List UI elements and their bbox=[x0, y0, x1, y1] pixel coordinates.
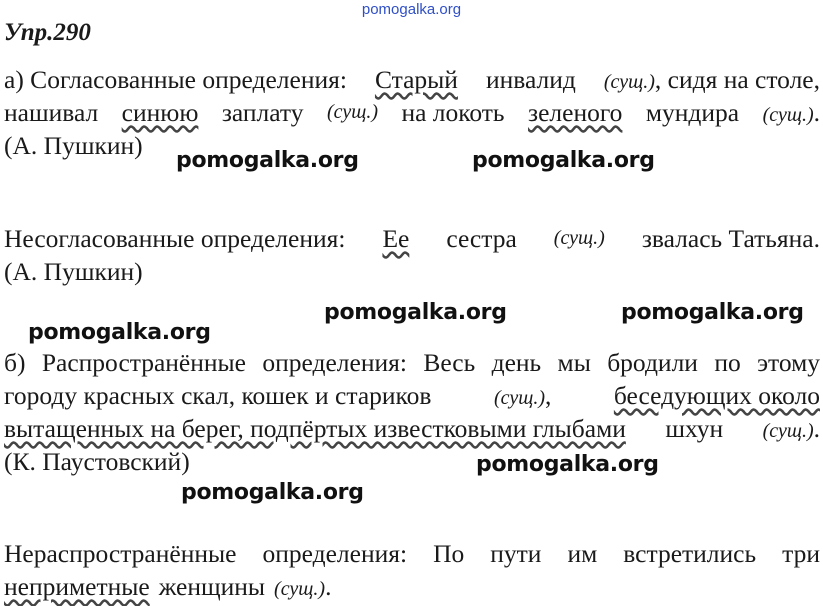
text: . bbox=[813, 414, 820, 443]
underlined-word: Старый bbox=[374, 65, 458, 94]
text: заплату bbox=[221, 98, 304, 127]
line bbox=[4, 96, 820, 129]
line bbox=[4, 346, 820, 379]
line bbox=[4, 63, 820, 96]
noun-tag: (сущ.) bbox=[603, 71, 655, 93]
text: сестра bbox=[446, 224, 517, 253]
source-author: (А. Пушкин) bbox=[4, 257, 143, 286]
text: Нераспространённые определения: По пути им встретились три bbox=[4, 539, 820, 568]
noun-tag: (сущ.) bbox=[493, 387, 545, 409]
noun-tag: (сущ.) bbox=[274, 578, 326, 600]
line bbox=[4, 537, 820, 570]
text: а) Согласованные определения: bbox=[4, 65, 347, 94]
source-author: (К. Паустовский) bbox=[4, 447, 190, 476]
watermark: pomogalka.org bbox=[472, 148, 655, 173]
underlined-word: неприметные bbox=[4, 572, 150, 601]
text: . bbox=[325, 572, 332, 601]
line bbox=[4, 222, 820, 255]
paragraph-b-simple bbox=[4, 537, 820, 603]
text: на локоть bbox=[401, 98, 505, 127]
watermark: pomogalka.org bbox=[476, 452, 659, 477]
underlined-word: синюю bbox=[121, 98, 199, 127]
noun-tag: (сущ.) bbox=[762, 420, 814, 442]
underlined-word: зеленого bbox=[528, 98, 623, 127]
watermark: pomogalka.org bbox=[28, 320, 211, 345]
watermark: pomogalka.org bbox=[621, 300, 804, 325]
text: мундира bbox=[645, 98, 740, 127]
watermark: pomogalka.org bbox=[324, 300, 507, 325]
underlined-phrase: беседующих около bbox=[613, 381, 820, 410]
source-author: (А. Пушкин) bbox=[4, 131, 143, 160]
text: Несогласованные определения: bbox=[4, 224, 346, 253]
line bbox=[4, 379, 820, 412]
line bbox=[4, 129, 820, 162]
text: городу красных скал, кошек и стариков bbox=[4, 381, 432, 410]
paragraph-b-extended bbox=[4, 346, 820, 478]
text: шхун bbox=[665, 414, 724, 443]
underlined-phrase: вытащенных на берег, подпёртых известковыми глыбами bbox=[4, 414, 626, 443]
noun-tag: (сущ.) bbox=[553, 227, 605, 249]
line bbox=[4, 412, 820, 445]
paragraph-a-nonagreed bbox=[4, 222, 820, 288]
line bbox=[4, 570, 820, 603]
text: женщины bbox=[158, 572, 266, 601]
text: нашивал bbox=[4, 98, 99, 127]
exercise-heading: Упр.290 bbox=[4, 19, 91, 46]
watermark: pomogalka.org bbox=[176, 148, 359, 173]
line bbox=[4, 445, 820, 478]
noun-tag: (сущ.) bbox=[762, 104, 814, 126]
text: звалась Татьяна. bbox=[641, 224, 820, 253]
site-label: pomogalka.org bbox=[361, 1, 462, 18]
watermark: pomogalka.org bbox=[181, 480, 364, 505]
text: , сидя на столе, bbox=[654, 65, 820, 94]
line bbox=[4, 255, 820, 288]
underlined-word: Ее bbox=[382, 224, 410, 253]
text: инвалид bbox=[485, 65, 576, 94]
text: б) Распространённые определения: Весь день мы бродили по этому bbox=[4, 348, 820, 377]
text: , bbox=[544, 381, 552, 410]
paragraph-a-agreed bbox=[4, 63, 820, 162]
text: . bbox=[813, 98, 820, 127]
noun-tag: (сущ.) bbox=[326, 101, 378, 123]
